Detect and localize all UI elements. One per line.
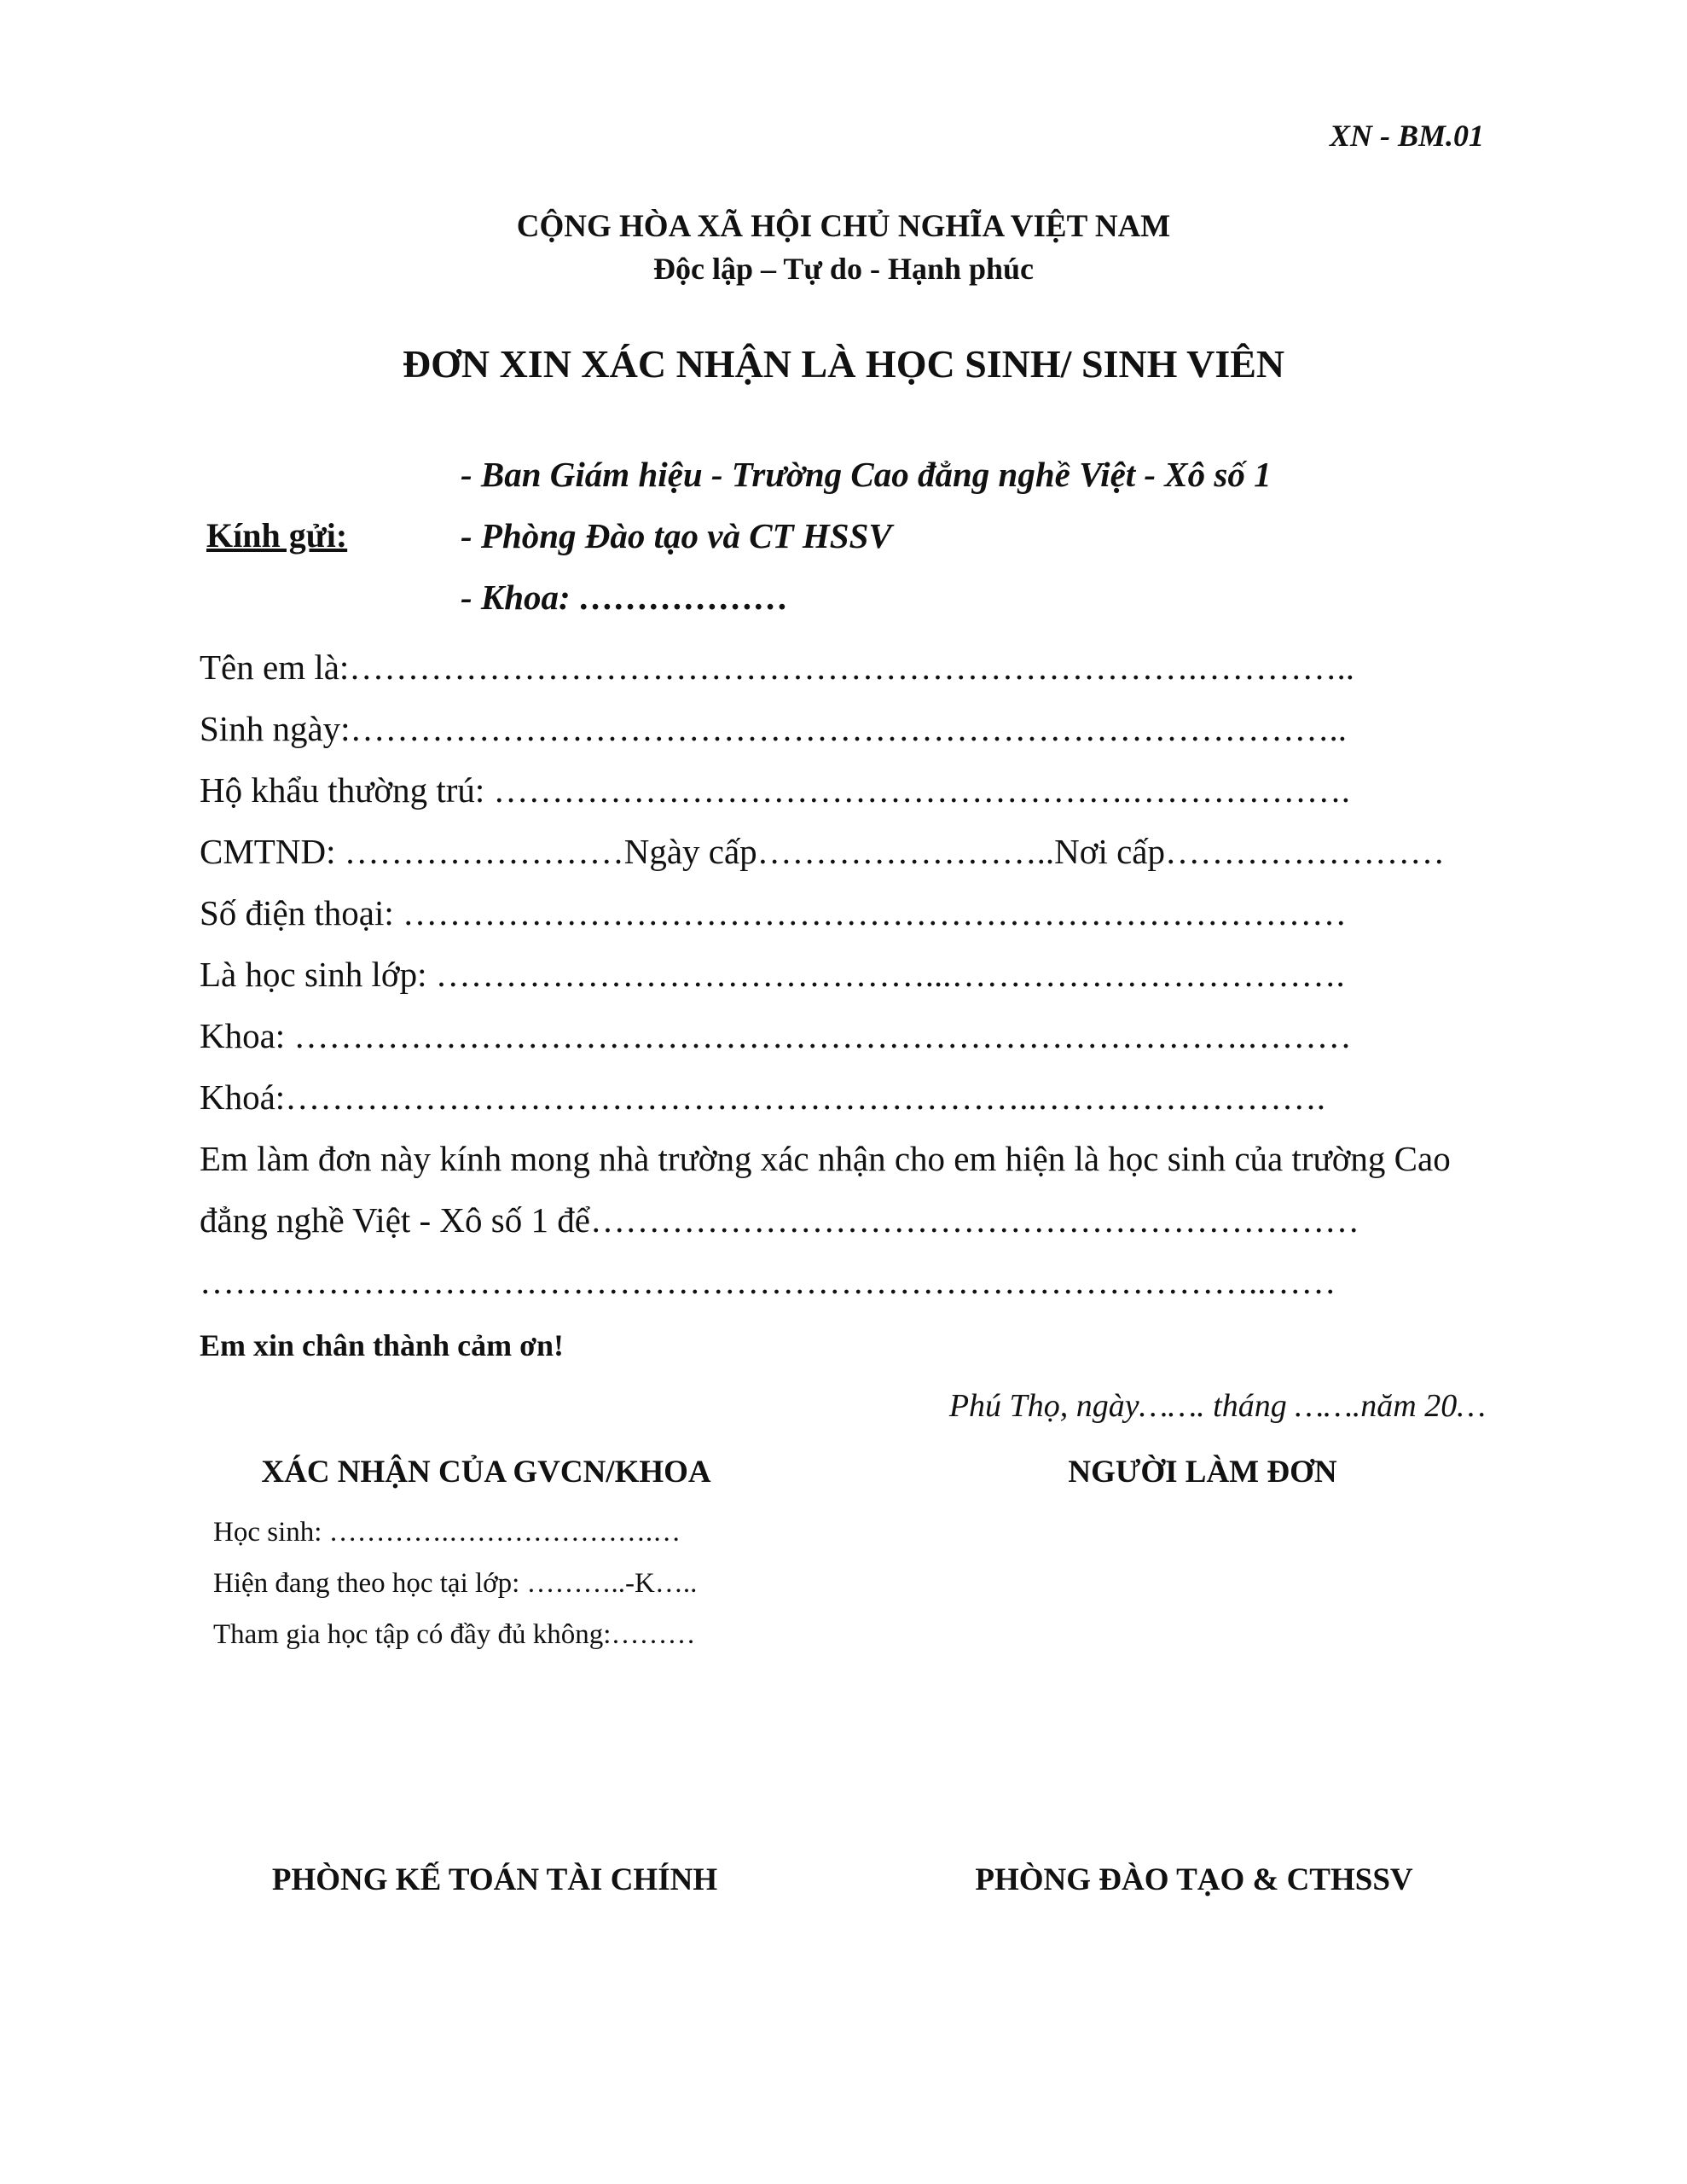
request-text: Em làm đơn này kính mong nhà trường xác nhận cho em hiện là học sinh của trường Cao <box>200 1139 1451 1178</box>
gvcn-signature-title: XÁC NHẬN CỦA GVCN/KHOA <box>261 1455 711 1490</box>
field-id-card: CMTND: ……………………Ngày cấp……………………..Nơi cấp…………………… <box>200 832 1445 871</box>
motto: Độc lập – Tự do - Hạnh phúc <box>652 252 1035 286</box>
nation-heading: CỘNG HÒA XÃ HỘI CHỦ NGHĨA VIỆT NAM <box>516 209 1171 244</box>
applicant-signature-title: NGƯỜI LÀM ĐƠN <box>1068 1455 1337 1490</box>
field-class: Là học sinh lớp: ……………………………………...……………………………. <box>200 955 1345 994</box>
document-title: ĐƠN XIN XÁC NHẬN LÀ HỌC SINH/ SINH VIÊN <box>402 342 1285 386</box>
gvcn-confirm-line: Học sinh: ………….………………….… <box>213 1517 681 1548</box>
request-text: đẳng nghề Việt - Xô số 1 để………………………………………………………… <box>200 1200 1359 1240</box>
recipient-line: - Phòng Đào tạo và CT HSSV <box>461 516 892 555</box>
recipient-label: Kính gửi: <box>206 516 348 555</box>
field-phone: Số điện thoại: ……………………………………………………………………… <box>200 893 1348 932</box>
recipient-line: - Khoa: ……………… <box>461 578 789 617</box>
gvcn-confirm-line: Tham gia học tập có đầy đủ không:……… <box>213 1619 696 1650</box>
place-date: Phú Thọ, ngày……. tháng …….năm 20… <box>948 1388 1486 1424</box>
request-text: ………………………………………………………………………………..…… <box>200 1262 1336 1301</box>
gvcn-confirm-line: Hiện đang theo học tại lớp: ………..-K….. <box>213 1568 698 1599</box>
field-faculty: Khoa: ……………………………………………………………………….……… <box>200 1016 1352 1055</box>
field-name: Tên em là:……………………………………………………………….………….. <box>200 648 1355 687</box>
field-birthdate: Sinh ngày:………………………………………………………………………….. <box>200 709 1348 748</box>
recipient-line: - Ban Giám hiệu - Trường Cao đẳng nghề Việt - Xô số 1 <box>461 455 1272 494</box>
field-cohort: Khoá:………………………………………………………..……………………. <box>200 1077 1325 1117</box>
thanks-line: Em xin chân thành cảm ơn! <box>200 1328 565 1362</box>
field-residence: Hộ khẩu thường trú: ……………………………………………….………………. <box>200 770 1351 810</box>
training-signature-title: PHÒNG ĐÀO TẠO & CTHSSV <box>975 1862 1413 1897</box>
form-code: XN - BM.01 <box>1329 119 1484 153</box>
accounting-signature-title: PHÒNG KẾ TOÁN TÀI CHÍNH <box>271 1862 718 1897</box>
